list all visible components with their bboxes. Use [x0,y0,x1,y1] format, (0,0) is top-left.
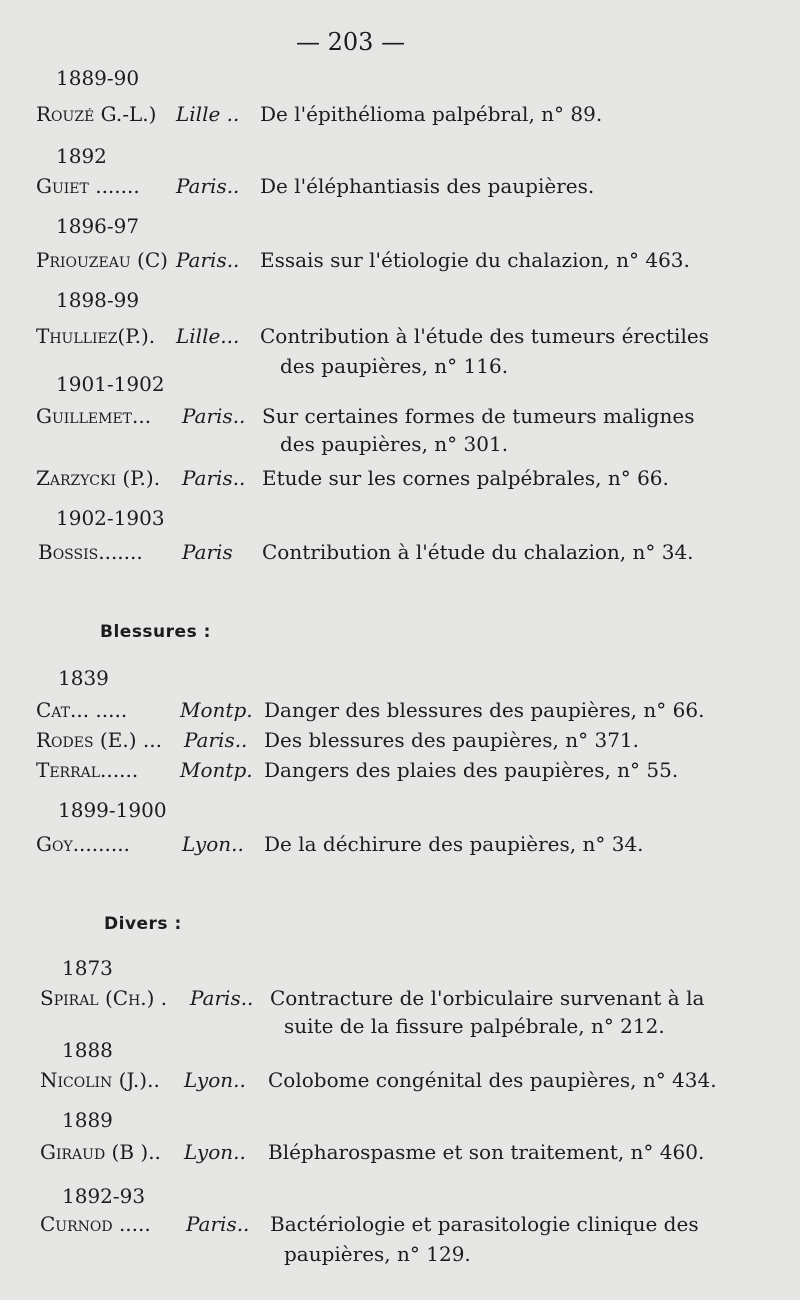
year-heading: 1892-93 [62,1184,146,1208]
section-heading-divers: Divers : [104,914,182,934]
thesis-title: Des blessures des paupières, n° 371. [264,728,639,752]
author-name: Giraud (B ).. [40,1140,161,1164]
city: Paris.. [190,986,254,1010]
author-name: Spiral (Ch.) . [40,986,168,1010]
city: Lille .. [176,102,240,126]
year-heading: 1873 [62,956,113,980]
author-name: Goy......... [36,832,130,856]
author-name: Nicolin (J.).. [40,1068,160,1092]
year-heading: 1902-1903 [56,506,165,530]
author-name: Guillemet... [36,404,152,428]
thesis-title: Danger des blessures des paupières, n° 66. [264,698,705,722]
author-name: Cat... ..... [36,698,128,722]
author-name: Terral...... [36,758,139,782]
thesis-title-continuation: des paupières, n° 301. [280,432,509,456]
thesis-title: De l'éléphantiasis des paupières. [260,174,595,198]
author-name: Curnod ..... [40,1212,151,1236]
thesis-title-continuation: des paupières, n° 116. [280,354,509,378]
year-heading: 1889 [62,1108,113,1132]
thesis-title: Sur certaines formes de tumeurs malignes [262,404,695,428]
author-name: Zarzycki (P.). [36,466,161,490]
year-heading: 1889-90 [56,66,140,90]
year-heading: 1901-1902 [56,372,165,396]
author-name: Bossis....... [38,540,143,564]
author-name: Rouzé G.-L.) [36,102,157,126]
author-name: Guiet ....... [36,174,140,198]
city: Paris.. [184,728,248,752]
city: Paris.. [182,466,246,490]
thesis-title: Dangers des plaies des paupières, n° 55. [264,758,679,782]
city: Lille... [176,324,240,348]
year-heading: 1892 [56,144,107,168]
thesis-title-continuation: paupières, n° 129. [284,1242,471,1266]
thesis-title: Contracture de l'orbiculaire survenant à la [270,986,705,1010]
thesis-title: Blépharospasme et son traitement, n° 460. [268,1140,705,1164]
thesis-title: Contribution à l'étude du chalazion, n° 34. [262,540,694,564]
city: Lyon.. [184,1140,246,1164]
city: Montp. [180,698,253,722]
section-heading-blessures: Blessures : [100,622,211,642]
thesis-title: De la déchirure des paupières, n° 34. [264,832,644,856]
thesis-title: Etude sur les cornes palpébrales, n° 66. [262,466,669,490]
city: Paris.. [182,404,246,428]
city: Montp. [180,758,253,782]
city: Paris.. [176,174,240,198]
thesis-title: Colobome congénital des paupières, n° 434. [268,1068,717,1092]
author-name: Priouzeau (C) [36,248,168,272]
thesis-title: Bactériologie et parasitologie clinique des [270,1212,699,1236]
city: Lyon.. [182,832,244,856]
thesis-title: De l'épithélioma palpébral, n° 89. [260,102,603,126]
city: Lyon.. [184,1068,246,1092]
thesis-title-continuation: suite de la fissure palpébrale, n° 212. [284,1014,665,1038]
page-number: — 203 — [296,28,406,56]
city: Paris.. [186,1212,250,1236]
city: Paris.. [176,248,240,272]
year-heading: 1839 [58,666,109,690]
year-heading: 1898-99 [56,288,140,312]
city: Paris [182,540,233,564]
author-name: Thulliez(P.). [36,324,156,348]
thesis-title: Essais sur l'étiologie du chalazion, n° 463. [260,248,690,272]
year-heading: 1899-1900 [58,798,167,822]
author-name: Rodes (E.) ... [36,728,162,752]
thesis-title: Contribution à l'étude des tumeurs érectiles [260,324,709,348]
year-heading: 1896-97 [56,214,140,238]
year-heading: 1888 [62,1038,113,1062]
